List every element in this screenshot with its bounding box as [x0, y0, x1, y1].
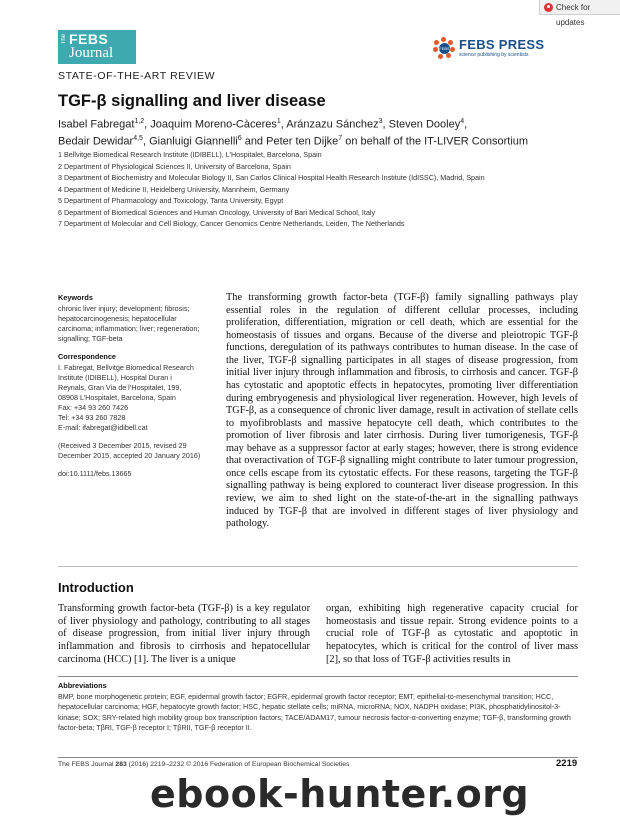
author-list	[58, 115, 578, 148]
correspondence-heading: Correspondence	[58, 352, 116, 361]
intro-column-left: Transforming growth factor-beta (TGF-β) is a key regulator of liver physiology and pathology, contributing to all stages of disease progression, from initial liver injury through inflammation and fibrosis to cirrhosis and hepatocellular carcinoma (HCC) [1]. The liver is a unique	[58, 603, 310, 665]
author-separator: ,	[464, 118, 468, 131]
author-affiliation-marker: 3	[378, 118, 383, 125]
correspondence-text: I. Fabregat, Bellvitge Biomedical Research Institute (IDIBELL), Hospital Duran i Reynals, Gran Via de l’Hospitalet, 199, 08908 L’Hospitalet, Barcelona, Spain Fax: +34 93 260 7426 Tel: +34 93 260 7828 E-mail: ifabregat@idibell.cat	[58, 363, 194, 432]
author-affiliation-marker: 7	[338, 134, 343, 142]
footer-rest: (2016) 2219–2232 © 2016 Federation of European Biochemical Societies	[126, 761, 350, 768]
journal-logo-the: The	[61, 34, 67, 45]
journal-logo-febs: FEBS	[69, 31, 109, 47]
author-name: Bedair Dewidar	[58, 135, 134, 148]
affiliation-list	[58, 149, 578, 230]
affiliation-item: 5 Department of Pharmacology and Toxicology, Tanta University, Egypt	[58, 196, 284, 205]
author-separator: on behalf of the IT-LIVER Consortium	[342, 135, 529, 148]
author-name: Gianluigi Giannelli	[149, 135, 238, 148]
article-info-sidebar	[58, 293, 216, 487]
affiliation-item: 4 Department of Medicine II, Heidelberg University, Mannheim, Germany	[58, 184, 290, 194]
author-separator: ,	[144, 118, 151, 131]
update-icon	[544, 3, 553, 12]
footer-volume: 283	[115, 761, 127, 768]
intro-column-right: organ, exhibiting high regenerative capacity crucial for homeostasis and tissue repair. Strong evidence points to a crucial role of TGF-β as cytostatic and apoptotic in hepatocytes, which is critical for the control of liver mass [2], so that loss of TGF-β activities results in	[326, 603, 578, 665]
journal-logo-journal: Journal	[69, 45, 114, 61]
author-separator: ,	[142, 135, 150, 148]
abstract-text: The transforming growth factor-beta (TGF-β) family signalling pathways play essential roles in the regulation of different cellular processes, including proliferation, differentiation, migration or cell death, which are essential for the homeostasis of tissues and organs. Because of the diverse and pleiotropic TGF-β functions, deregulation of its pathways contributes to human disease. In the case of the liver, TGF-β signalling participates in all stages of disease progression, from initial liver injury through inflammation and fibrosis, to cirrhosis and cancer. TGF-β has cytostatic and apoptotic effects in hepatocytes, promoting liver differentiation during embryogenesis and physiological liver regeneration. However, high levels of TGF-β, as a consequence of chronic liver damage, result in activation of stellate cells to myofibroblasts and massive hepatocyte cell death, which contributes to the promotion of liver fibrosis and later cirrhosis. During liver tumorigenesis, TGF-β may behave as a suppressor factor at early stages; however, there is strong evidence that overactivation of TGF-β signalling might contribute to later tumour progression, once cells escape from its cytostatic effects. For these reasons, targeting the TGF-β signalling pathway is being explored to counteract liver disease progression. In this review, we aim to shed light on the state-of-the-art in the signalling pathways induced by TGF-β that are involved in different stages of liver physiology and pathology.	[226, 292, 578, 530]
check-for-updates-label: Check for updates	[556, 3, 591, 27]
febs-press-tagline: science publishing by scientists	[459, 52, 529, 58]
author-affiliation-marker: 6	[237, 134, 242, 142]
author-name: Isabel Fabregat	[58, 118, 135, 131]
footer-citation	[58, 761, 349, 768]
abbreviations-text: BMP, bone morphogenetic protein; EGF, epidermal growth factor; EGFR, epidermal growth factor receptor; EMT, epithelial-to-mesenchymal transition; HCC, hepatocellular carcinoma; HGF, hepatocyte growth factor; HSC, hepatic stellate cells; miRNA, microRNA; NOX, NADPH oxidase; PI3K, phosphatidylinositol-3-kinase; SOX; SRY-related high mobility group box transcription factors; TACE/ADAM17, tumour necrosis factor-α-converting enzyme; TGF-β, transforming growth factor-beta; TβRI, TGF-β receptor I; TβRII, TGF-β receptor II.	[58, 692, 571, 732]
febs-press-name: FEBS PRESS	[459, 37, 545, 52]
check-for-updates-button[interactable]	[539, 0, 620, 27]
page-number: 2219	[556, 758, 578, 769]
author-affiliation-marker: 4	[460, 118, 465, 125]
febs-press-logo	[433, 35, 563, 63]
author-name: Steven Dooley	[388, 118, 461, 131]
author-affiliation-marker: 1,2	[134, 118, 145, 125]
doi-link[interactable]: doi:10.1111/febs.13665	[58, 469, 132, 478]
affiliation-item: 1 Bellvitge Biomedical Research Institute (IDIBELL), L’Hospitalet, Barcelona, Spain	[58, 150, 322, 159]
footer-divider	[58, 757, 578, 758]
affiliation-item: 6 Department of Biomedical Sciences and Human Oncology, University of Bari Medical School, Italy	[58, 207, 376, 217]
abbreviations-heading: Abbreviations	[58, 681, 107, 690]
received-dates: (Received 3 December 2015, revised 29 December 2015, accepted 20 January 2016)	[58, 441, 201, 460]
article-title: TGF-β signalling and liver disease	[58, 92, 326, 110]
article-type-label: STATE-OF-THE-ART REVIEW	[58, 70, 216, 82]
author-name: Aránzazu Sánchez	[286, 118, 379, 131]
affiliation-item: 3 Department of Biochemistry and Molecular Biology II, San Carlos Clinical Hospital Health Research Institute (IdISSC), Madrid, Spain	[58, 173, 485, 182]
introduction-heading: Introduction	[58, 580, 134, 595]
affiliation-item: 2 Department of Physiological Sciences II, University of Barcelona, Spain	[58, 161, 291, 171]
watermark-text: ebook-hunter.org	[150, 772, 530, 816]
author-separator: and	[241, 135, 267, 148]
keywords-heading: Keywords	[58, 293, 93, 302]
author-name: Peter ten Dijke	[266, 135, 339, 148]
febs-press-dots-icon	[433, 37, 455, 59]
author-affiliation-marker: 1	[276, 118, 281, 125]
affiliation-item: 7 Department of Molecular and Cell Biology, Cancer Genomics Centre Netherlands, Leiden, The Netherlands	[58, 219, 405, 228]
author-separator: ,	[382, 118, 389, 131]
author-name: Joaquim Moreno-Càceres	[150, 118, 277, 131]
author-separator: ,	[280, 118, 287, 131]
author-affiliation-marker: 4,5	[133, 134, 143, 142]
keywords-text: chronic liver injury; development; fibrosis; hepatocarcinogenesis; hepatocellular carcinoma; inflammation; liver; regeneration; signalling; TGF-beta	[58, 304, 200, 343]
febs-journal-logo	[58, 30, 136, 64]
footer-journal: The FEBS Journal	[58, 761, 116, 768]
abbreviations-box	[58, 676, 578, 733]
section-divider	[58, 566, 578, 567]
febs-press-mark: FEBS	[439, 43, 450, 54]
